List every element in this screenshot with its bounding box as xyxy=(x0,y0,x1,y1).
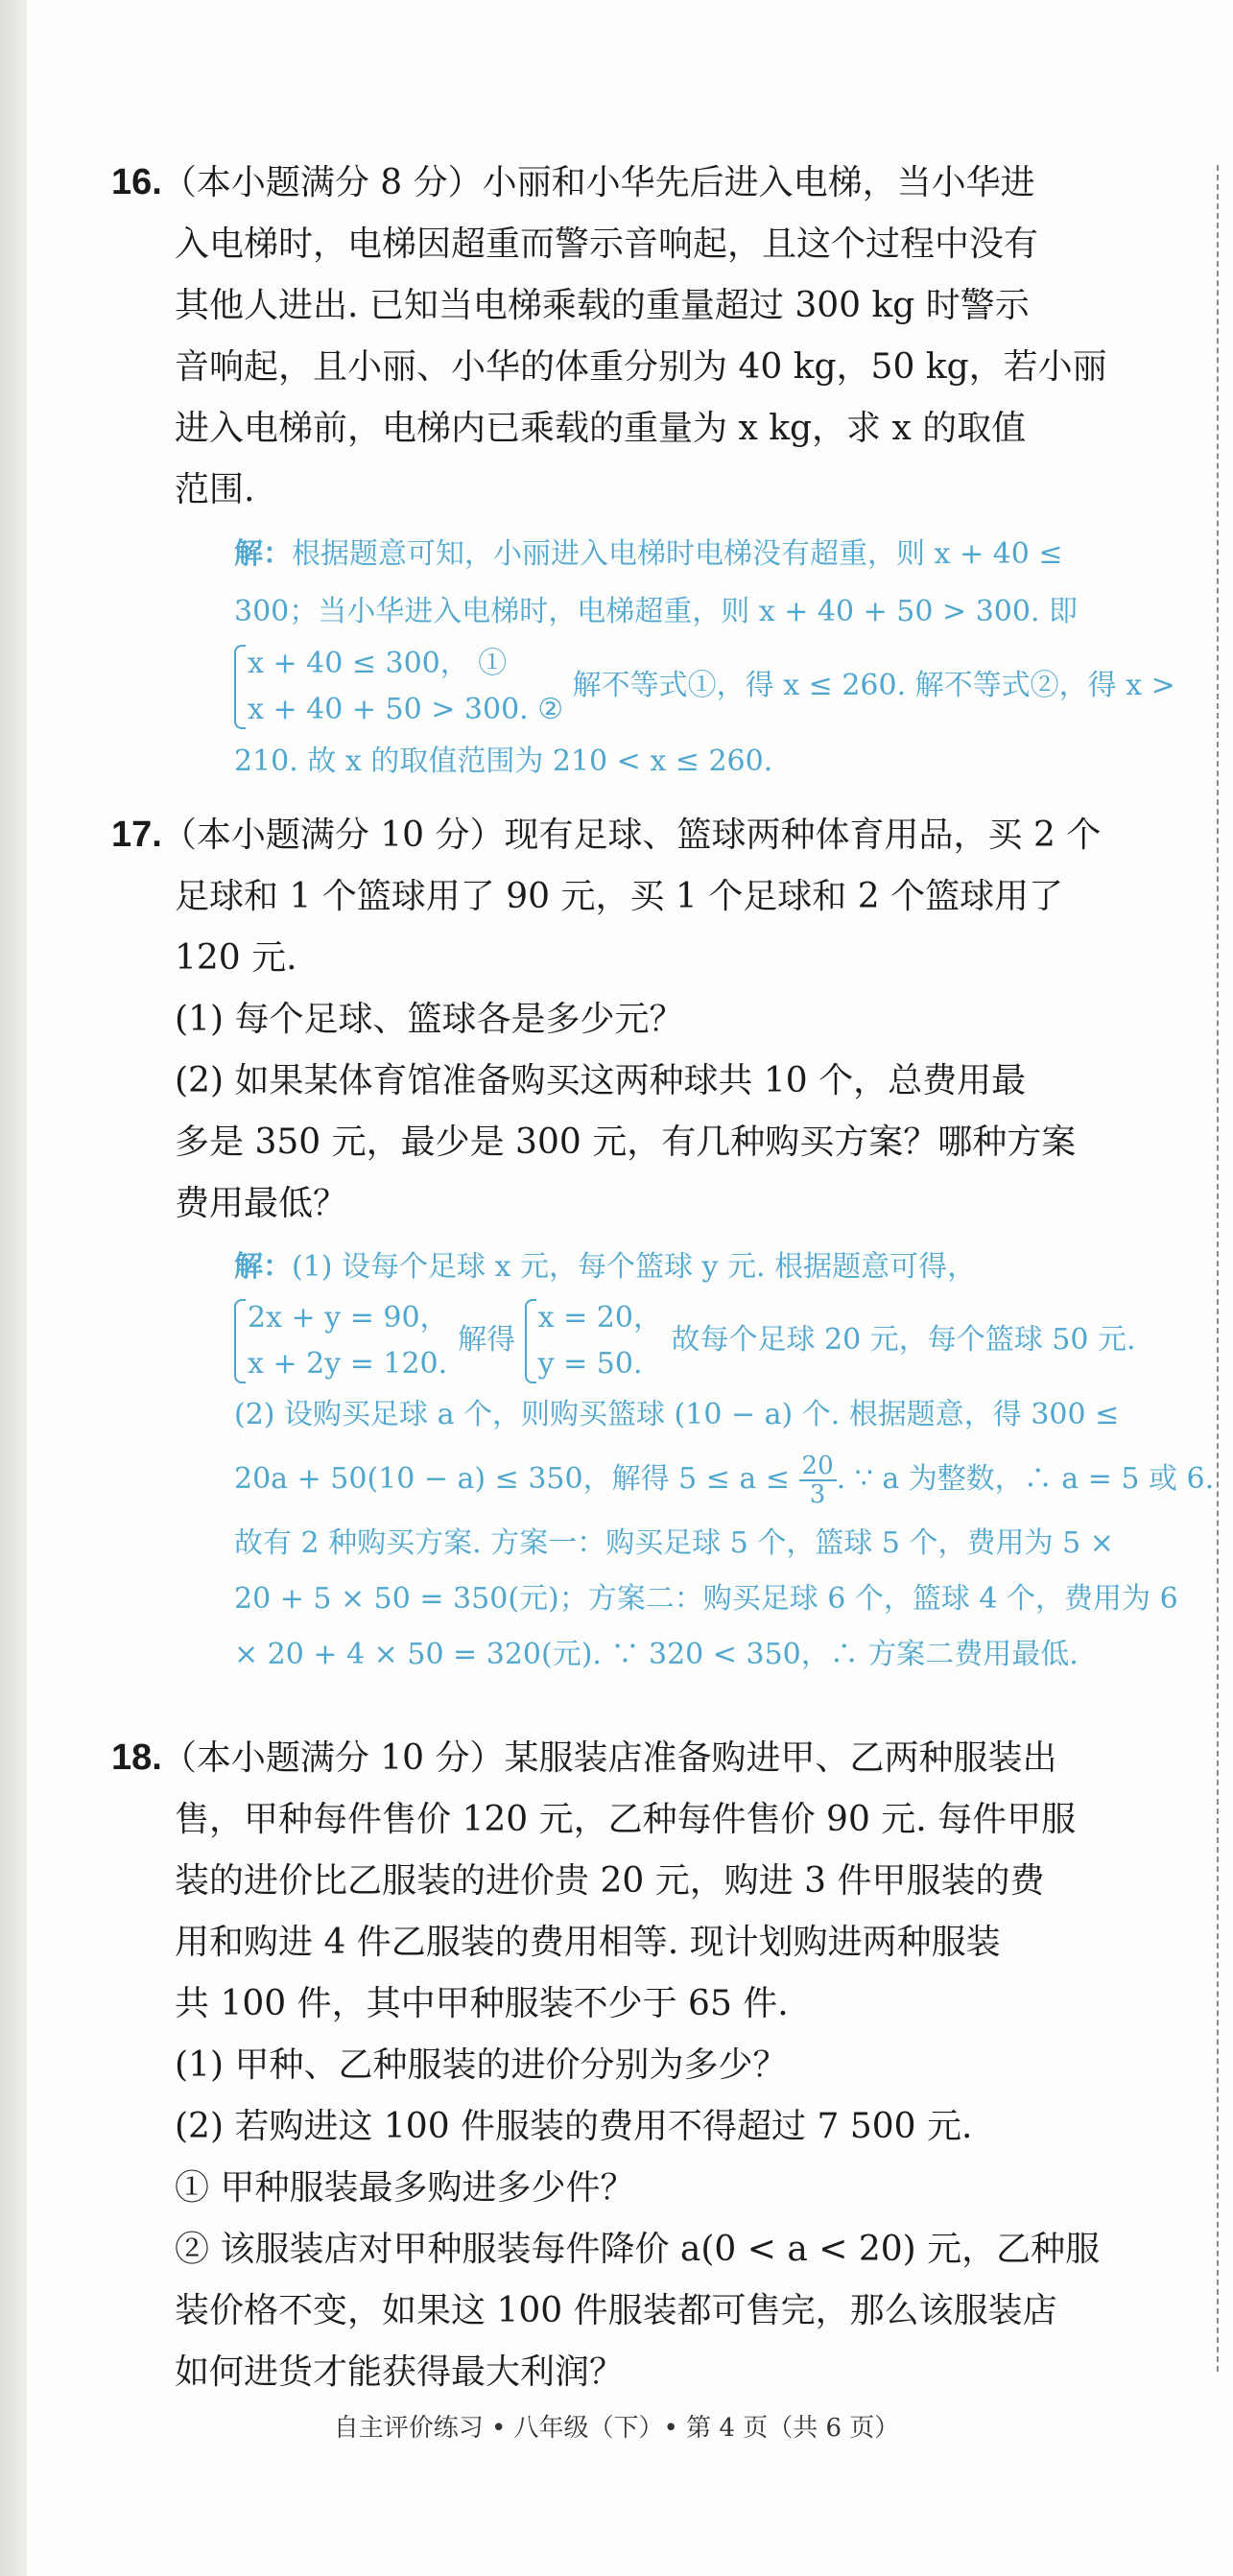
question-line: 用和购进 4 件乙服装的费用相等. 现计划购进两种服装 xyxy=(175,1923,1001,1962)
answer-line: 210. 故 x 的取值范围为 210 < x ≤ 260. xyxy=(234,744,773,778)
question-line: 16.（本小题满分 8 分）小丽和小华先后进入电梯，当小华进 xyxy=(111,162,1035,202)
solution-system: x = 20， y = 50. xyxy=(525,1295,662,1387)
question-line: ① 甲种服装最多购进多少件？ xyxy=(175,2168,635,2208)
page-footer: 自主评价练习 • 八年级（下）• 第 4 页（共 6 页） xyxy=(333,2414,900,2443)
answer-line: (2) 设购买足球 a 个，则购买篮球 (10 − a) 个. 根据题意，得 300 ≤ xyxy=(234,1398,1120,1431)
question-line: (2) 若购进这 100 件服装的费用不得超过 7 500 元. xyxy=(175,2107,973,2146)
question-line: 其他人进出. 已知当电梯乘载的重量超过 300 kg 时警示 xyxy=(175,286,1030,325)
question-line: (1) 甲种、乙种服装的进价分别为多少？ xyxy=(175,2045,788,2085)
question-line: 费用最低？ xyxy=(175,1184,348,1223)
question-16 xyxy=(111,152,1182,521)
answer-line: 20 + 5 × 50 = 350(元)；方案二：购买足球 6 个，篮球 4 个，费用为 6 xyxy=(234,1582,1178,1616)
answer-line: 2x + y = 90， x + 2y = 120. 解得 x = 20， y = 50. 故每个足球 20 元，每个篮球 50 元. xyxy=(234,1295,1179,1387)
question-line: 共 100 件，其中甲种服装不少于 65 件. xyxy=(175,1984,789,2023)
fraction: $\frac{20}{3}$ xyxy=(799,1453,837,1508)
question-line: 进入电梯前，电梯内已乘载的重量为 x kg，求 x 的取值 xyxy=(175,409,1027,448)
answer-line: 300；当小华进入电梯时，电梯超重，则 x + 40 + 50 > 300. 即 xyxy=(234,595,1079,628)
inequality-system: x + 40 ≤ 300， ① x + 40 + 50 > 300. ② xyxy=(234,641,563,733)
question-line: 装价格不变，如果这 100 件服装都可售完，那么该服装店 xyxy=(175,2291,1057,2330)
equation-system: 2x + y = 90， x + 2y = 120. xyxy=(234,1295,449,1387)
answer-line: 解：(1) 设每个足球 x 元，每个篮球 y 元. 根据题意可得， xyxy=(234,1250,977,1284)
page-edge-shadow xyxy=(0,0,27,2576)
question-line: ② 该服装店对甲种服装每件降价 a(0 < a < 20) 元，乙种服 xyxy=(175,2230,1101,2269)
question-line: 装的进价比乙服装的进价贵 20 元，购进 3 件甲服装的费 xyxy=(175,1861,1045,1901)
answer-17 xyxy=(234,1240,1215,1683)
question-line: 如何进货才能获得最大利润？ xyxy=(175,2352,625,2392)
question-line: 120 元. xyxy=(175,938,297,978)
question-17 xyxy=(111,804,1182,1235)
question-line: 18.（本小题满分 10 分）某服装店准备购进甲、乙两种服装出 xyxy=(111,1737,1057,1778)
question-line: 售，甲种每件售价 120 元，乙种每件售价 90 元. 每件甲服 xyxy=(175,1800,1077,1839)
answer-line: 20a + 50(10 − a) ≤ 350，解得 5 ≤ a ≤ $\frac{20}{3}$ . ∵ a 为整数，∴ a = 5 或 6. xyxy=(234,1452,1215,1509)
answer-line: 解：根据题意可知，小丽进入电梯时电梯没有超重，则 x + 40 ≤ xyxy=(234,537,1063,571)
answer-line: 故有 2 种购买方案. 方案一：购买足球 5 个，篮球 5 个，费用为 5 × xyxy=(234,1526,1114,1560)
question-line: 范围. xyxy=(175,470,255,509)
question-line: 入电梯时，电梯因超重而警示音响起，且这个过程中没有 xyxy=(175,225,1039,264)
answer-line: × 20 + 4 × 50 = 320(元). ∵ 320 < 350，∴ 方案二费用最低. xyxy=(234,1638,1079,1671)
question-line: 足球和 1 个篮球用了 90 元，买 1 个足球和 2 个篮球用了 xyxy=(175,877,1064,916)
answer-line: x + 40 ≤ 300， ① x + 40 + 50 > 300. ② 解不等式①，得 x ≤ 260. 解不等式②，得 x > xyxy=(234,641,1179,733)
question-line: 音响起，且小丽、小华的体重分别为 40 kg，50 kg，若小丽 xyxy=(175,347,1107,387)
question-18 xyxy=(111,1727,1182,2403)
dashed-cut-line xyxy=(1217,165,1219,2372)
question-line: (2) 如果某体育馆准备购买这两种球共 10 个，总费用最 xyxy=(175,1061,1027,1100)
answer-16 xyxy=(234,526,1179,791)
question-line: 多是 350 元，最少是 300 元，有几种购买方案？哪种方案 xyxy=(175,1123,1077,1162)
question-line: (1) 每个足球、篮球各是多少元？ xyxy=(175,1000,684,1039)
question-line: 17.（本小题满分 10 分）现有足球、篮球两种体育用品，买 2 个 xyxy=(111,815,1102,855)
